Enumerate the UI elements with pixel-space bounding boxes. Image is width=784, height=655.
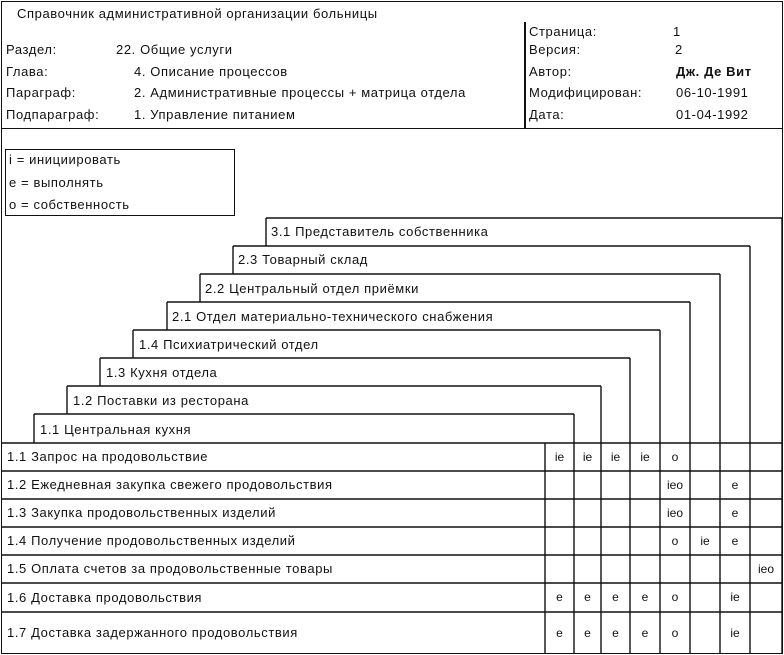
page-value: 1 [673,24,681,39]
matrix-cell: e [584,625,591,640]
matrix-cell: o [671,533,679,548]
legend-ownership: o = собственность [9,197,130,212]
matrix-cell: ie [730,590,740,604]
matrix-cell: e [612,590,619,604]
department-label: 2.3 Товарный склад [238,252,368,267]
page-label: Страница: [529,24,597,39]
legend-execute: e = выполнять [9,175,104,190]
department-label: 2.1 Отдел материально-технического снабжения [172,309,494,324]
department-label: 1.3 Кухня отдела [106,365,218,380]
author-label: Автор: [529,64,572,79]
matrix-cell: e [731,505,739,520]
matrix-cell: ie [730,625,740,640]
chapter-label: Глава: [6,64,49,79]
version-value: 2 [675,42,683,57]
department-label: 1.2 Поставки из ресторана [73,393,249,408]
document-title: Справочник административной организации больницы [17,6,378,21]
matrix-cell: ieo [666,505,683,520]
department-label: 2.2 Центральный отдел приёмки [205,281,419,296]
matrix-cell: e [556,590,563,604]
process-label: 1.4 Получение продовольственных изделий [7,533,296,548]
matrix-cell: o [671,590,679,604]
process-label: 1.5 Оплата счетов за продовольственные товары [7,561,333,576]
process-label: 1.1 Запрос на продовольствие [7,449,209,464]
department-label: 3.1 Представитель собственника [271,224,489,239]
chapter-value: 4. Описание процессов [134,64,288,79]
process-label: 1.6 Доставка продовольствия [7,589,203,605]
date-value: 01-04-1992 [676,107,749,122]
matrix-cell: e [731,477,739,492]
matrix-cell: e [641,590,649,604]
process-label: 1.7 Доставка задержанного продовольствия [7,625,298,640]
matrix-cell: ieo [666,477,683,492]
matrix-cell: e [612,625,619,640]
date-label: Дата: [529,107,565,122]
paragraph-value: 2. Административные процессы + матрица отдела [134,85,466,100]
paragraph-label: Параграф: [6,85,76,100]
matrix-cell: o [671,449,679,464]
matrix-cell: ie [640,449,650,464]
version-label: Версия: [529,42,581,57]
matrix-cell: ie [554,449,565,464]
matrix-cell: o [671,625,679,640]
matrix-cell: ie [582,449,593,464]
matrix-cell: ie [610,449,621,464]
matrix-cell: e [731,533,739,548]
modified-label: Модифицирован: [529,85,643,100]
department-label: 1.4 Психиатрический отдел [139,337,319,352]
section-value: 22. Общие услуги [116,42,233,57]
subparagraph-value: 1. Управление питанием [134,107,296,122]
author-value: Дж. Де Вит [676,64,752,79]
matrix-cell: ieo [757,561,774,576]
department-label: 1.1 Центральная кухня [40,422,192,437]
modified-value: 06-10-1991 [676,85,749,100]
matrix-cell: ie [700,533,710,548]
section-label: Раздел: [6,42,57,57]
matrix-cell: e [556,625,563,640]
process-label: 1.2 Ежедневная закупка свежего продовольствия [7,477,333,492]
matrix-cell: e [584,590,591,604]
legend-initiate: i = инициировать [9,152,121,167]
matrix-cell: e [641,625,649,640]
subparagraph-label: Подпараграф: [6,107,100,122]
process-label: 1.3 Закупка продовольственных изделий [7,505,276,520]
